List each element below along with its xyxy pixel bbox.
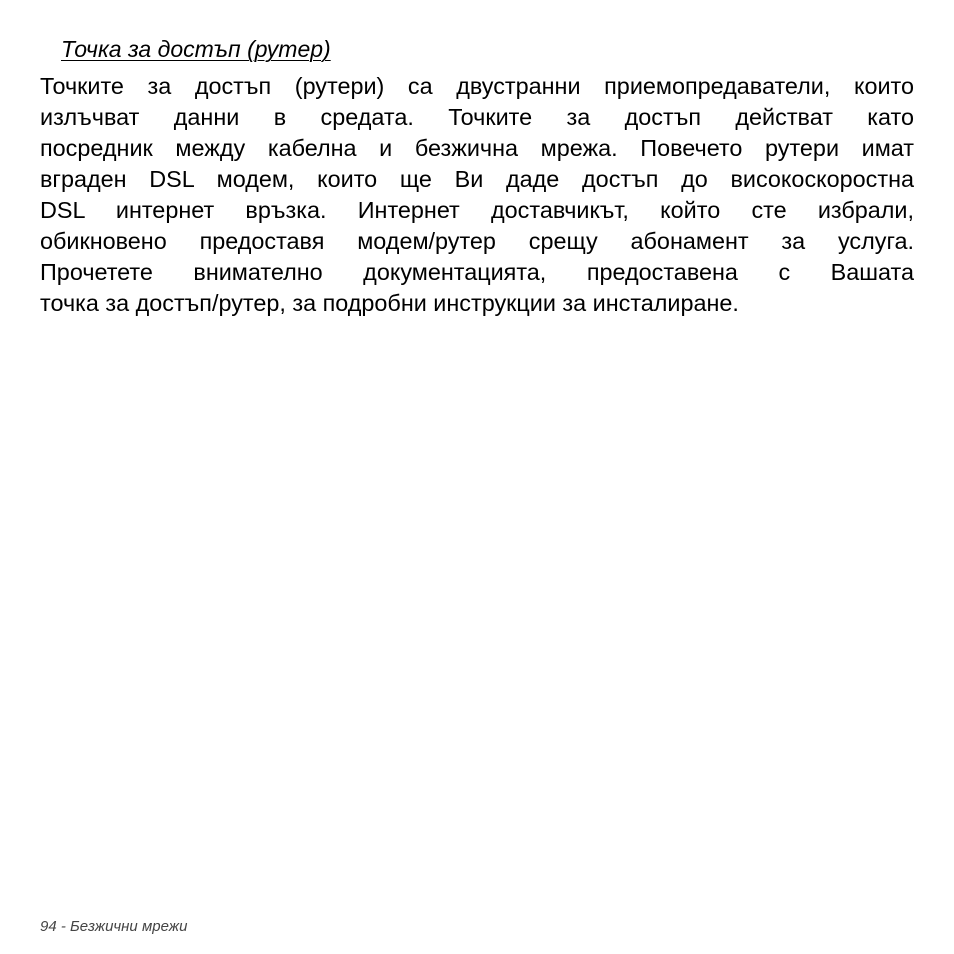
- paragraph-line: Прочетете внимателно документацията, предоставена с Вашата: [40, 259, 914, 285]
- paragraph-line: Точките за достъп (рутери) са двустранни приемопредаватели, които: [40, 73, 914, 99]
- section-heading: Точка за достъп (рутер): [61, 36, 331, 62]
- paragraph-line: обикновено предоставя модем/рутер срещу абонамент за услуга.: [40, 228, 914, 254]
- paragraph-line: посредник между кабелна и безжична мрежа. Повечето рутери имат: [40, 135, 914, 161]
- page-footer: 94 - Безжични мрежи: [40, 918, 188, 935]
- paragraph-line: DSL интернет връзка. Интернет доставчикът, който сте избрали,: [40, 197, 914, 223]
- paragraph-line: вграден DSL модем, които ще Ви даде достъп до високоскоростна: [40, 166, 914, 192]
- paragraph-line: точка за достъп/рутер, за подробни инструкции за инсталиране.: [40, 290, 739, 316]
- paragraph-line: излъчват данни в средата. Точките за достъп действат като: [40, 104, 914, 130]
- body-paragraph: [40, 71, 914, 319]
